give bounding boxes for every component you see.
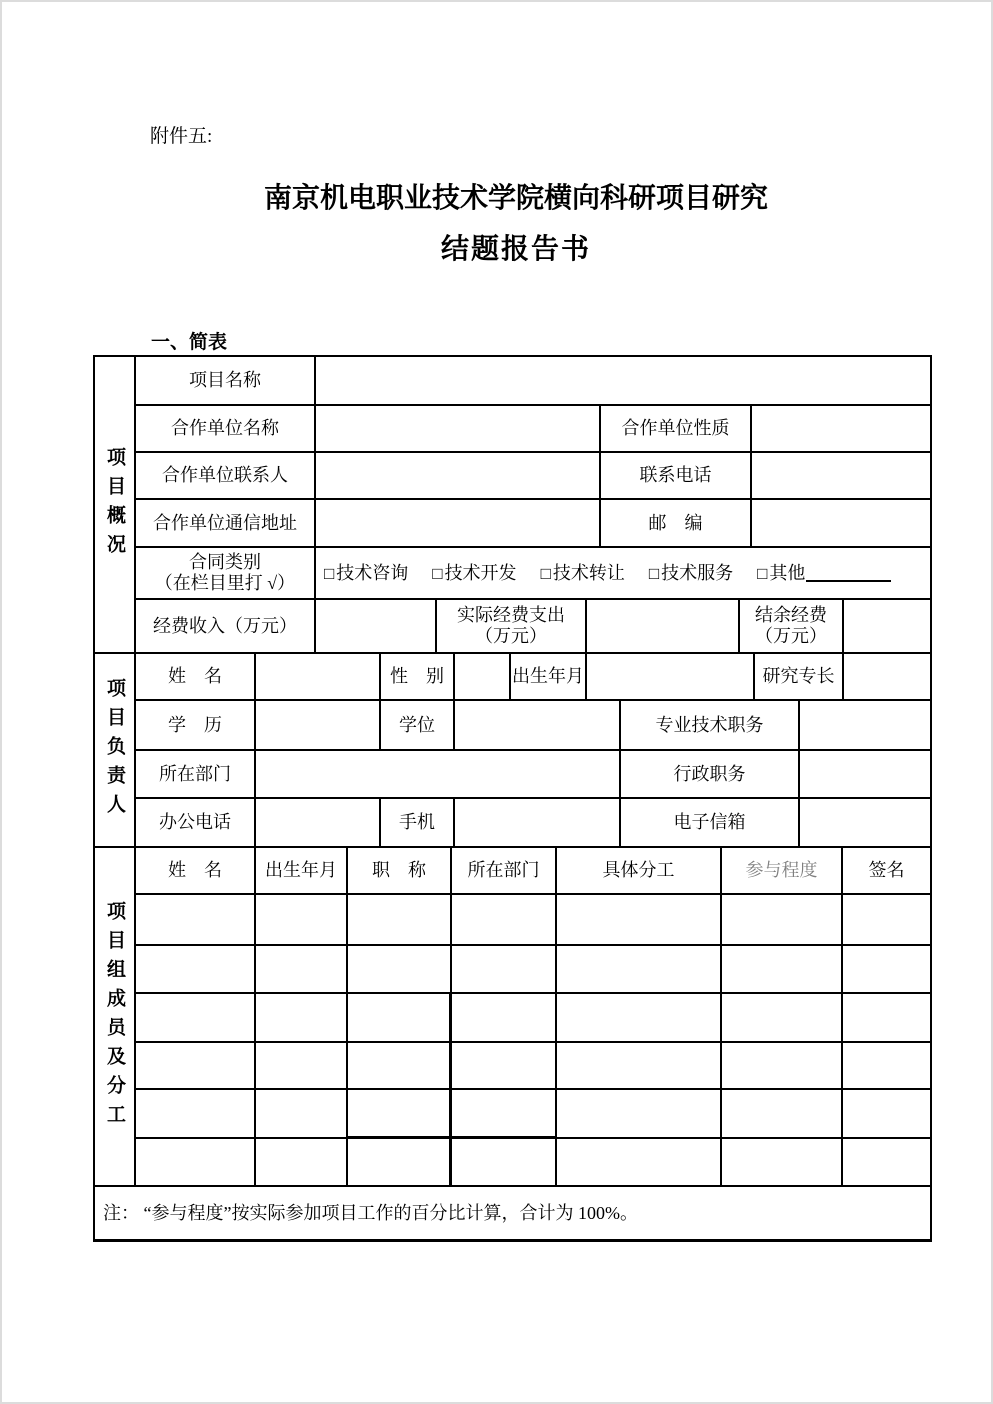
leader-department-field[interactable] xyxy=(256,751,621,799)
member-cell[interactable] xyxy=(452,994,557,1043)
member-cell[interactable] xyxy=(557,994,722,1043)
contract-type-label xyxy=(136,548,316,600)
member-cell[interactable] xyxy=(843,946,930,994)
member-cell[interactable] xyxy=(557,946,722,994)
summary-table xyxy=(93,355,932,1242)
contract-type-label-line1: 合同类别 xyxy=(189,552,261,572)
actual-expense-label-line2: （万元） xyxy=(475,626,547,646)
member-header-signature: 签名 xyxy=(843,848,930,895)
member-cell[interactable] xyxy=(348,895,452,946)
leader-birth-label: 出生年月 xyxy=(511,654,587,701)
member-cell[interactable] xyxy=(256,1043,348,1090)
actual-expense-label xyxy=(437,600,587,654)
section-label-leader xyxy=(95,654,136,848)
leader-admin-post-field[interactable] xyxy=(800,751,930,799)
actual-expense-field[interactable] xyxy=(587,600,740,654)
member-cell[interactable] xyxy=(722,1043,843,1090)
member-row xyxy=(136,1043,930,1090)
funding-income-label: 经费收入（万元） xyxy=(136,600,316,654)
contract-option-service[interactable] xyxy=(649,563,733,584)
member-header-birth: 出生年月 xyxy=(256,848,348,895)
member-header-department: 所在部门 xyxy=(452,848,557,895)
member-row xyxy=(136,895,930,946)
member-cell[interactable] xyxy=(843,1139,930,1187)
contact-phone-field[interactable] xyxy=(752,453,930,500)
section-heading: 一、简表 xyxy=(151,332,228,353)
checkbox-icon: □ xyxy=(648,563,660,583)
member-cell[interactable] xyxy=(256,895,348,946)
leader-education-field[interactable] xyxy=(256,701,381,751)
contract-option-other[interactable] xyxy=(757,563,891,584)
member-cell[interactable] xyxy=(348,994,452,1043)
postal-code-label: 邮 编 xyxy=(601,500,752,548)
balance-label xyxy=(740,600,844,654)
member-cell[interactable] xyxy=(452,1043,557,1090)
document-title-line1: 南京机电职业技术学院横向科研项目研究 xyxy=(263,183,768,214)
leader-gender-label: 性 别 xyxy=(381,654,455,701)
attachment-label: 附件五: xyxy=(150,126,213,147)
contract-option-development[interactable] xyxy=(432,563,516,584)
member-cell[interactable] xyxy=(452,895,557,946)
coop-contact-field[interactable] xyxy=(316,453,601,500)
member-header-title: 职 称 xyxy=(348,848,452,895)
leader-office-phone-label: 办公电话 xyxy=(136,799,256,848)
member-cell[interactable] xyxy=(136,1043,256,1090)
member-cell[interactable] xyxy=(256,946,348,994)
member-cell[interactable] xyxy=(452,1139,557,1187)
member-cell[interactable] xyxy=(256,994,348,1043)
member-cell[interactable] xyxy=(843,895,930,946)
member-cell[interactable] xyxy=(722,994,843,1043)
coop-contact-label: 合作单位联系人 xyxy=(136,453,316,500)
member-cell[interactable] xyxy=(136,994,256,1043)
member-row xyxy=(136,1090,930,1139)
coop-unit-name-field[interactable] xyxy=(316,406,601,453)
checkbox-icon: □ xyxy=(324,563,335,583)
section-label-overview-text: 项目概况 xyxy=(104,446,125,563)
member-cell[interactable] xyxy=(256,1090,348,1139)
project-name-field[interactable] xyxy=(316,357,930,406)
member-cell[interactable] xyxy=(557,1043,722,1090)
postal-code-field[interactable] xyxy=(752,500,930,548)
member-cell[interactable] xyxy=(256,1139,348,1187)
member-row xyxy=(136,1139,930,1187)
member-cell[interactable] xyxy=(843,1090,930,1139)
member-cell[interactable] xyxy=(136,1090,256,1139)
coop-unit-name-label: 合作单位名称 xyxy=(136,406,316,453)
other-fill-line[interactable] xyxy=(806,564,891,582)
leader-specialty-field[interactable] xyxy=(844,654,930,701)
leader-specialty-label: 研究专长 xyxy=(755,654,844,701)
contract-option-consulting[interactable] xyxy=(324,563,408,584)
contract-option-other-label: 其他 xyxy=(769,562,806,583)
contract-type-label-line2: （在栏目里打 √） xyxy=(154,573,296,593)
member-cell[interactable] xyxy=(557,1139,722,1187)
coop-address-label: 合作单位通信地址 xyxy=(136,500,316,548)
leader-admin-post-label: 行政职务 xyxy=(621,751,800,799)
member-row xyxy=(136,946,930,994)
leader-mobile-label: 手机 xyxy=(381,799,455,848)
leader-office-phone-field[interactable] xyxy=(256,799,381,848)
leader-degree-field[interactable] xyxy=(455,701,621,751)
coop-unit-nature-field[interactable] xyxy=(752,406,930,453)
contract-option-service-label: 技术服务 xyxy=(661,562,734,583)
member-cell[interactable] xyxy=(136,1139,256,1187)
leader-name-label: 姓 名 xyxy=(136,654,256,701)
leader-name-field[interactable] xyxy=(256,654,381,701)
member-cell[interactable] xyxy=(557,895,722,946)
contact-phone-label: 联系电话 xyxy=(601,453,752,500)
member-cell[interactable] xyxy=(348,1043,452,1090)
contract-option-development-label: 技术开发 xyxy=(444,562,517,583)
balance-label-line2: （万元） xyxy=(755,626,827,646)
leader-email-label: 电子信箱 xyxy=(621,799,800,848)
contract-option-transfer[interactable] xyxy=(541,563,625,584)
member-cell[interactable] xyxy=(722,1090,843,1139)
coop-unit-nature-label: 合作单位性质 xyxy=(601,406,752,453)
contract-option-consulting-label: 技术咨询 xyxy=(336,562,409,583)
member-header-participation: 参与程度 xyxy=(722,848,843,895)
checkbox-icon: □ xyxy=(757,563,768,583)
table-note: 注： “参与程度”按实际参加项目工作的百分比计算，合计为 100%。 xyxy=(103,1202,638,1223)
member-cell[interactable] xyxy=(348,946,452,994)
leader-prof-title-label: 专业技术职务 xyxy=(621,701,800,751)
leader-department-label: 所在部门 xyxy=(136,751,256,799)
member-cell[interactable] xyxy=(722,895,843,946)
checkbox-icon: □ xyxy=(540,563,551,583)
actual-expense-label-line1: 实际经费支出 xyxy=(457,605,565,625)
balance-field[interactable] xyxy=(844,600,930,654)
section-label-leader-text: 项目负责人 xyxy=(104,677,125,823)
contract-option-transfer-label: 技术转让 xyxy=(552,562,625,583)
checkbox-icon: □ xyxy=(432,563,443,583)
balance-label-line1: 结余经费 xyxy=(755,605,827,625)
document-title xyxy=(150,182,882,267)
project-name-label: 项目名称 xyxy=(136,357,316,406)
member-cell[interactable] xyxy=(452,1090,557,1139)
member-header-name: 姓 名 xyxy=(136,848,256,895)
leader-birth-field[interactable] xyxy=(587,654,755,701)
section-label-members-text: 项目组成员及分工 xyxy=(104,900,125,1133)
member-cell[interactable] xyxy=(557,1090,722,1139)
leader-prof-title-field[interactable] xyxy=(800,701,930,751)
leader-education-label: 学 历 xyxy=(136,701,256,751)
section-label-members xyxy=(95,848,136,1187)
member-cell[interactable] xyxy=(136,895,256,946)
member-cell[interactable] xyxy=(136,946,256,994)
leader-gender-field[interactable] xyxy=(455,654,511,701)
document-title-line2: 结题报告书 xyxy=(440,234,591,265)
leader-degree-label: 学位 xyxy=(381,701,455,751)
leader-mobile-field[interactable] xyxy=(455,799,621,848)
contract-options-cell xyxy=(316,548,930,600)
member-cell[interactable] xyxy=(452,946,557,994)
member-cell[interactable] xyxy=(348,1090,452,1139)
leader-email-field[interactable] xyxy=(800,799,930,848)
member-cell[interactable] xyxy=(843,994,930,1043)
member-cell[interactable] xyxy=(722,1139,843,1187)
member-cell[interactable] xyxy=(722,946,843,994)
coop-address-field[interactable] xyxy=(316,500,601,548)
member-header-duty: 具体分工 xyxy=(557,848,722,895)
funding-income-field[interactable] xyxy=(316,600,437,654)
member-cell[interactable] xyxy=(843,1043,930,1090)
member-row xyxy=(136,994,930,1043)
member-cell[interactable] xyxy=(348,1139,452,1187)
section-label-overview xyxy=(95,357,136,654)
